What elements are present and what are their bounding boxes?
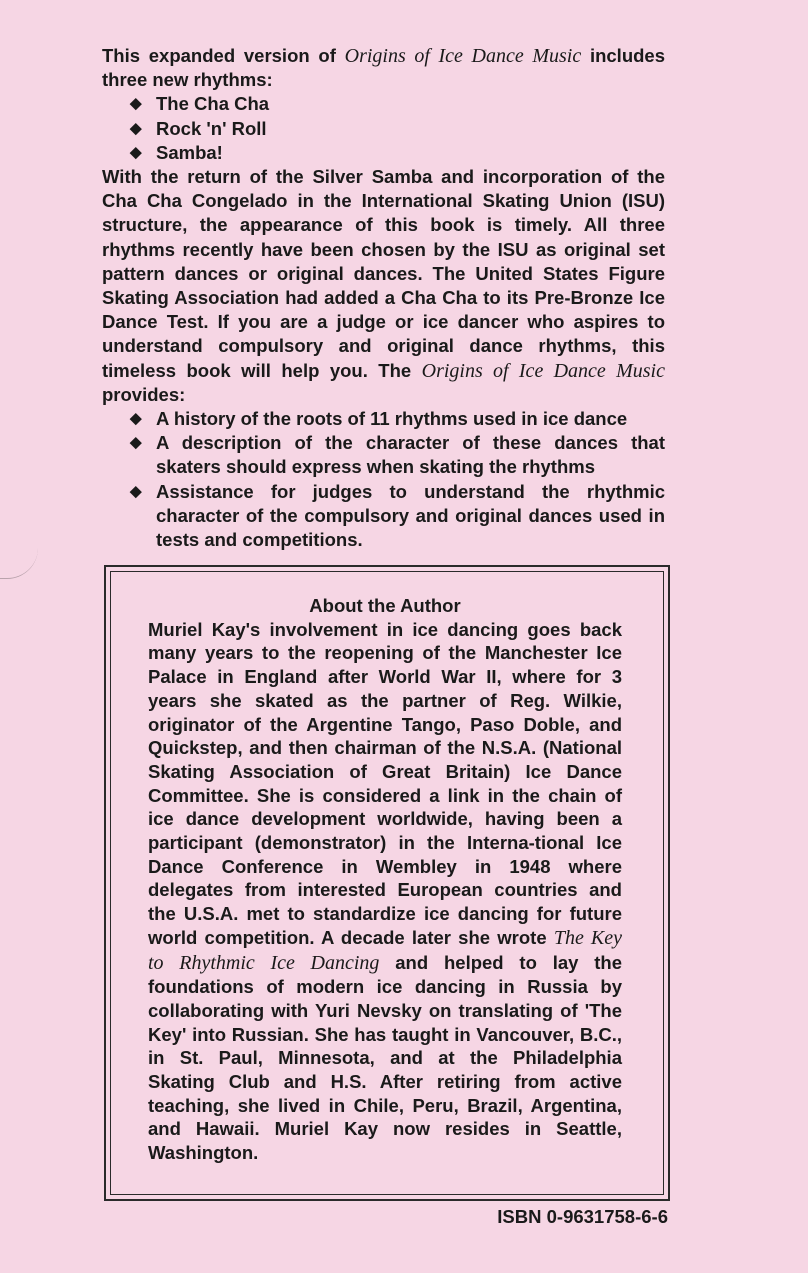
author-book-title: The Key to Rhythmic Ice Dancing (148, 926, 622, 974)
list-item-text: The Cha Cha (156, 93, 270, 115)
list-item-text: Assistance for judges to understand the rhythmic character of the compulsory and original dances used in tests and competitions. (156, 480, 665, 551)
list-item (130, 141, 665, 165)
provides-list (102, 407, 665, 552)
new-rhythms-list (102, 92, 665, 165)
list-item (130, 117, 665, 141)
intro-lead-text-end: includes three new rhythms: (102, 45, 665, 91)
author-bio-text: Muriel Kay's involvement in ice dancing goes back many years to the reopening of the Manchester Ice Palace in England after World War II, where for 3 years she skated as the partner of Reg. Wilkie, originator of the Argentine Tango, Paso Doble, and Quickstep, and then chairman of the N.S.A. (National Skating Association of Great Britain) Ice Dance Committee. She is considered a link in the chain of ice dance development worldwide, having been a participant (demonstrator) in the Interna-tional Ice Dance Conference in Wembley in 1948 where delegates from interested European countries and the U.S.A. met to standardize ice dancing for future world competition. A decade later she wrote (148, 618, 622, 948)
intro-lead (102, 44, 665, 92)
author-bio-text-end: and helped to lay the foundations of modern ice dancing in Russia by collaborating with Yuri Nevsky on translating of 'The Key' into Russian. She has taught in Vancouver, B.C., in St. Paul, Minnesota, and at the Philadelphia Skating Club and H.S. After retiring from active teaching, she lived in Chile, Peru, Brazil, Argentina, and Hawaii. Muriel Kay now resides in Seattle, Washington. (148, 951, 623, 1164)
isbn-number: ISBN 0-9631758-6-6 (497, 1206, 668, 1227)
list-item (130, 480, 665, 553)
diamond-bullet-icon: ◆ (130, 410, 142, 428)
about-author-section (148, 594, 622, 1165)
intro-section (102, 44, 665, 552)
intro-lead-text: This expanded version of (102, 45, 345, 66)
diamond-bullet-icon: ◆ (130, 95, 142, 113)
intro-body-text: With the return of the Silver Samba and incorporation of the Cha Cha Congelado in the International Skating Union (ISU) structure, the appearance of this book is timely. All three rhythms recently have been chosen by the ISU as original set pattern dances or original dances. The United States Figure Skating Association had added a Cha Cha to its Pre-Bronze Ice Dance Test. If you are a judge or ice dancer who aspires to understand compulsory and original dance rhythms, this timeless book will help you. The (102, 166, 665, 381)
about-author-heading: About the Author (309, 595, 461, 616)
intro-body (102, 165, 665, 407)
list-item (130, 407, 665, 431)
page-crease-mark (0, 548, 38, 579)
book-title: Origins of Ice Dance Music (344, 45, 582, 67)
author-bio (148, 618, 622, 1165)
list-item-text: Rock 'n' Roll (156, 117, 267, 139)
list-item-text: Samba! (156, 141, 223, 163)
diamond-bullet-icon: ◆ (130, 482, 142, 500)
diamond-bullet-icon: ◆ (130, 119, 142, 137)
list-item (130, 92, 665, 116)
list-item-text: A description of the character of these dances that skaters should express when skating the rhythms (156, 432, 665, 478)
list-item (130, 431, 665, 479)
diamond-bullet-icon: ◆ (130, 434, 142, 452)
diamond-bullet-icon: ◆ (130, 143, 142, 161)
book-title: Origins of Ice Dance Music (421, 359, 665, 382)
intro-body-text-end: provides: (102, 383, 186, 405)
list-item-text: A history of the roots of 11 rhythms used in ice dance (156, 408, 628, 430)
